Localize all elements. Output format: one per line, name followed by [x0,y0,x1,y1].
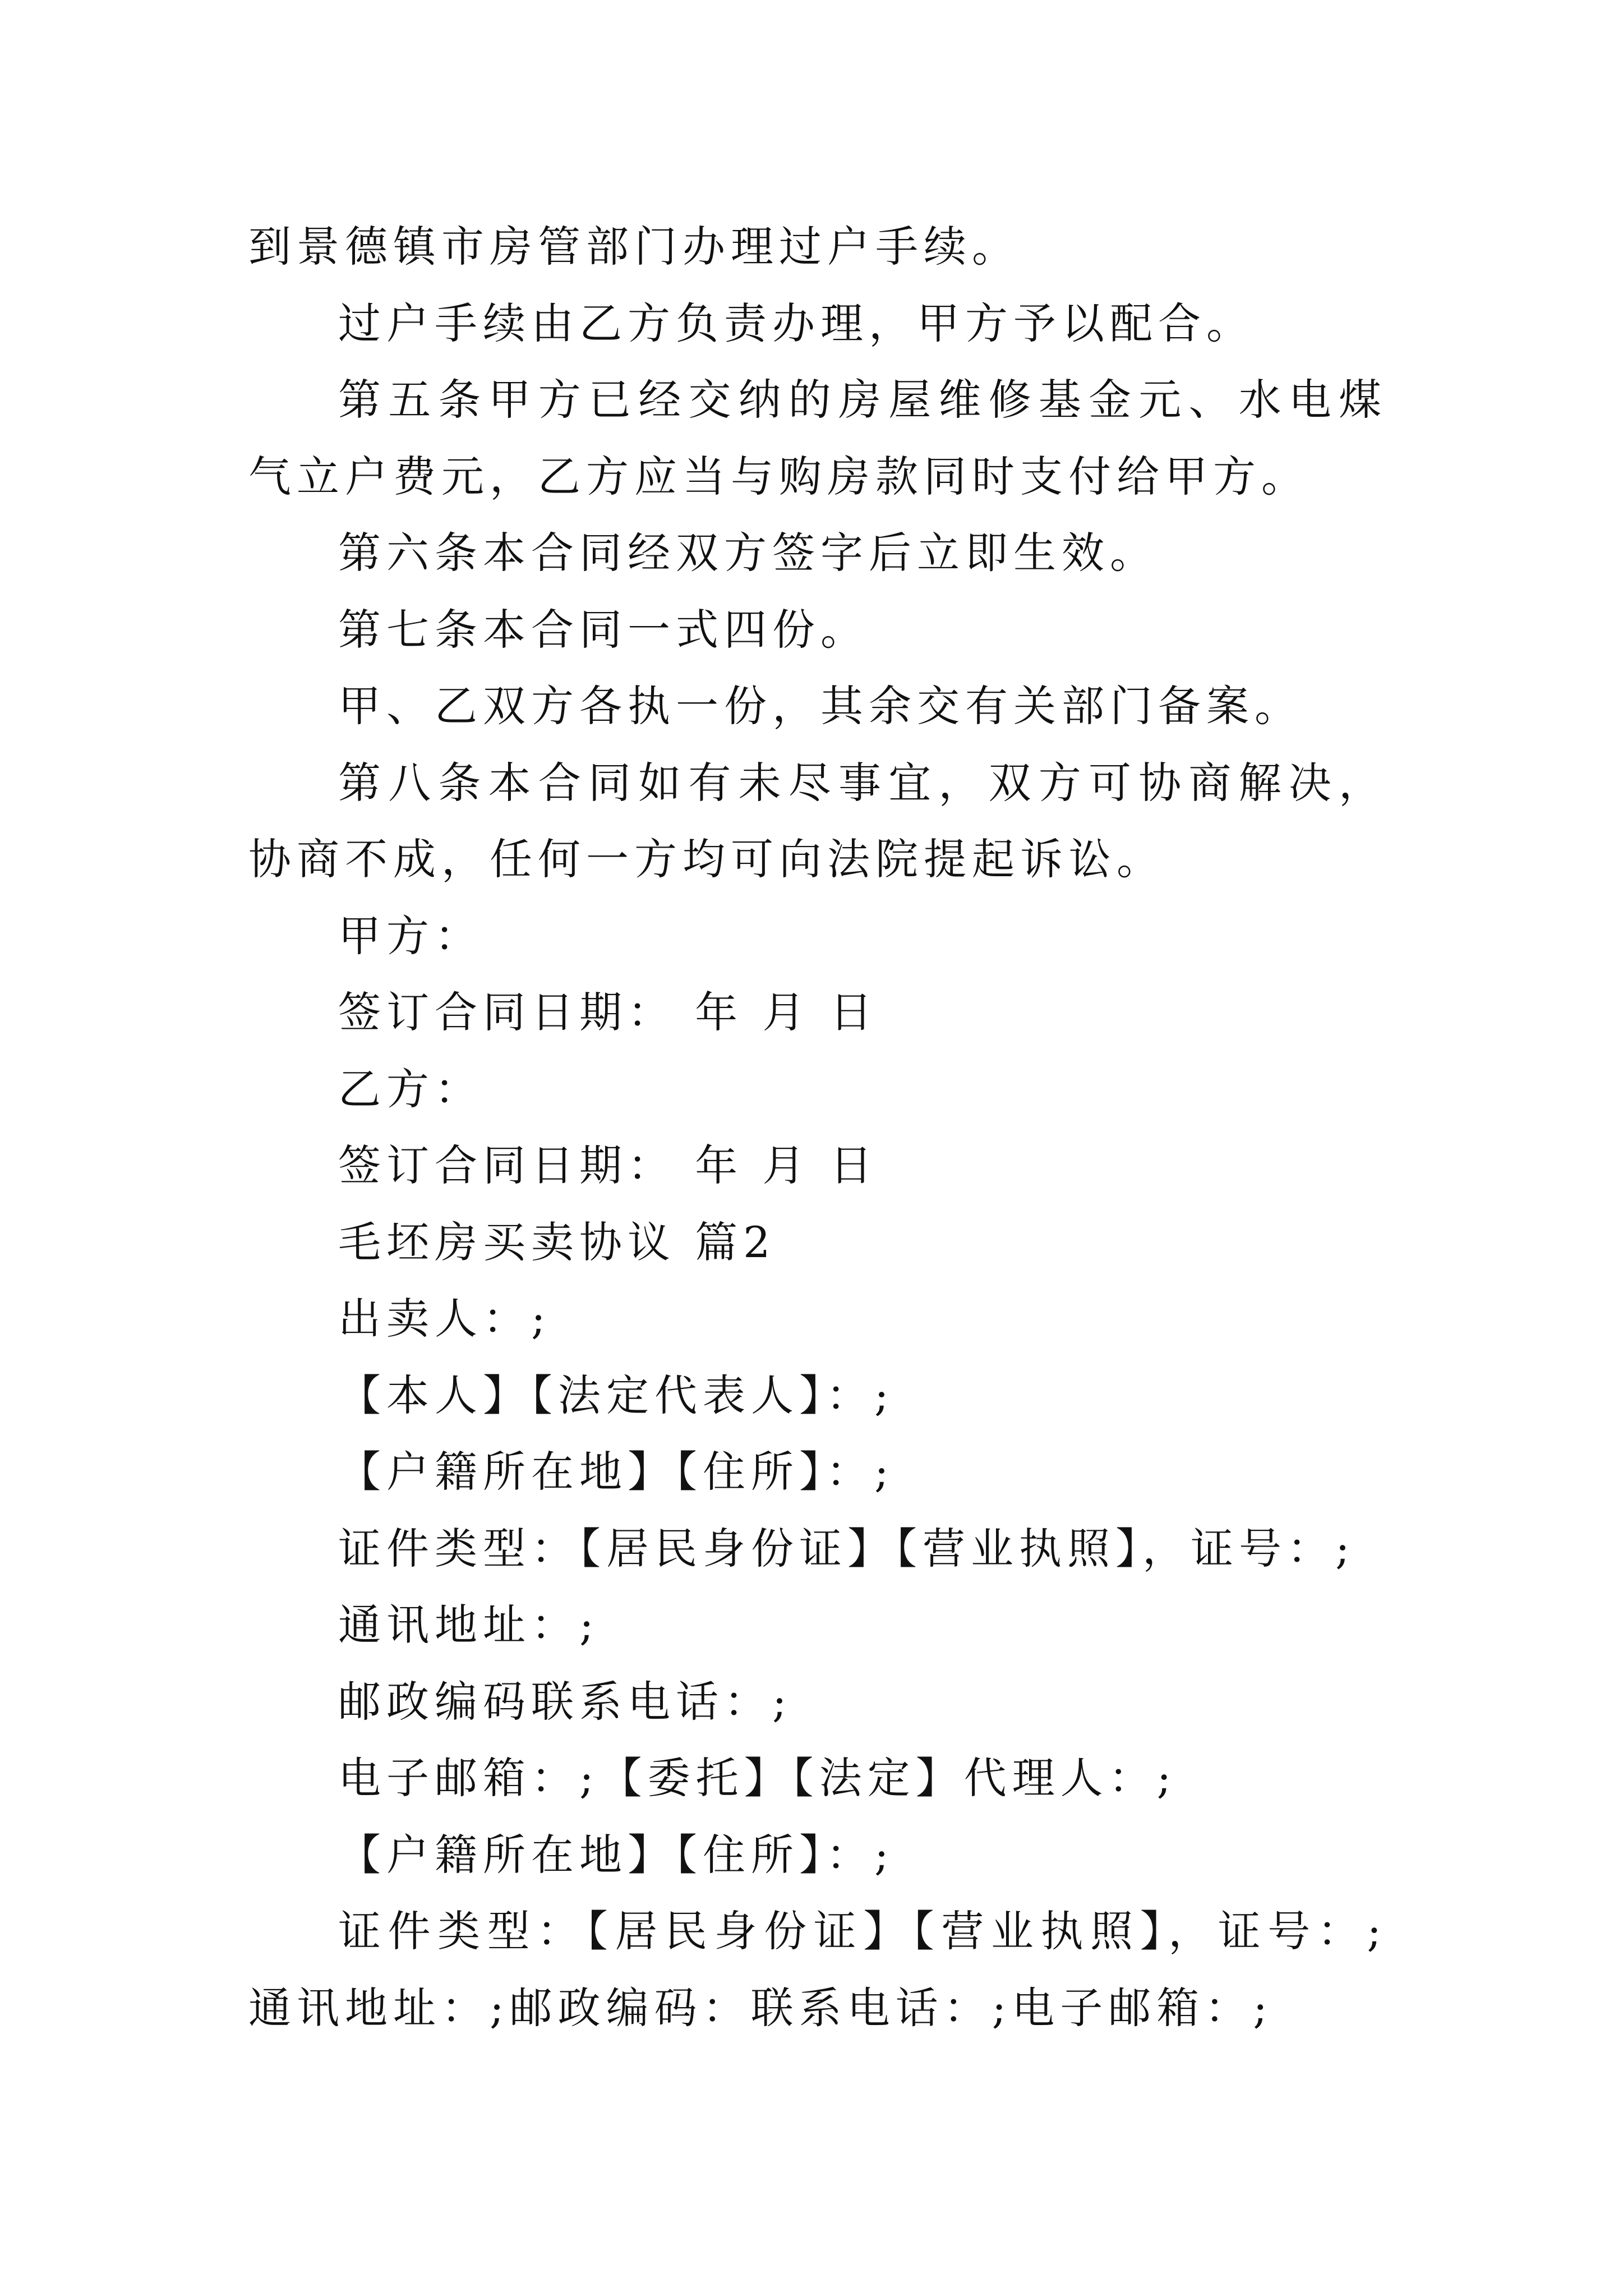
field-residence: 【户籍所在地】【住所】：; [338,1447,895,1497]
field-email-agent: 电子邮箱：;【委托】【法定】代理人：; [338,1753,1177,1803]
field-agent-details: 证件类型：【居民身份证】【营业执照】，证号：;通讯地址：;邮政编码：联系电话：;电子邮箱：; [248,1906,1387,2033]
party-b-sign-date: 签订合同日期： 年 月 日 [338,1140,878,1190]
paragraph-article-5: 第五条甲方已经交纳的房屋维修基金元、水电煤气立户费元，乙方应当与购房款同时支付给甲方。 [248,375,1387,501]
section-heading-2: 毛坯房买卖协议 篇2 [338,1217,776,1267]
paragraph-copies: 甲、乙双方各执一份，其余交有关部门备案。 [338,681,1303,731]
party-a-sign-date: 签订合同日期： 年 月 日 [338,987,878,1037]
party-b-label: 乙方： [338,1064,483,1114]
paragraph-article-6: 第六条本合同经双方签字后立即生效。 [338,528,1158,578]
document-body [248,209,1387,2046]
paragraph-transfer-location: 到景德镇市房管部门办理过户手续。 [248,222,1020,272]
field-seller: 出卖人：; [338,1294,551,1343]
party-a-label: 甲方： [338,910,483,961]
field-address: 通讯地址：; [338,1600,600,1650]
paragraph-transfer-responsibility: 过户手续由乙方负责办理，甲方予以配合。 [338,298,1255,348]
paragraph-article-7: 第七条本合同一式四份。 [338,604,869,655]
field-id-type: 证件类型：【居民身份证】【营业执照】，证号：; [338,1523,1355,1573]
field-representative: 【本人】【法定代表人】：; [338,1370,895,1420]
field-postal-phone: 邮政编码联系电话：; [338,1676,792,1727]
paragraph-article-8: 第八条本合同如有未尽事宜，双方可协商解决，协商不成，任何一方均可向法院提起诉讼。 [248,757,1387,884]
field-agent-residence: 【户籍所在地】【住所】：; [338,1829,895,1880]
